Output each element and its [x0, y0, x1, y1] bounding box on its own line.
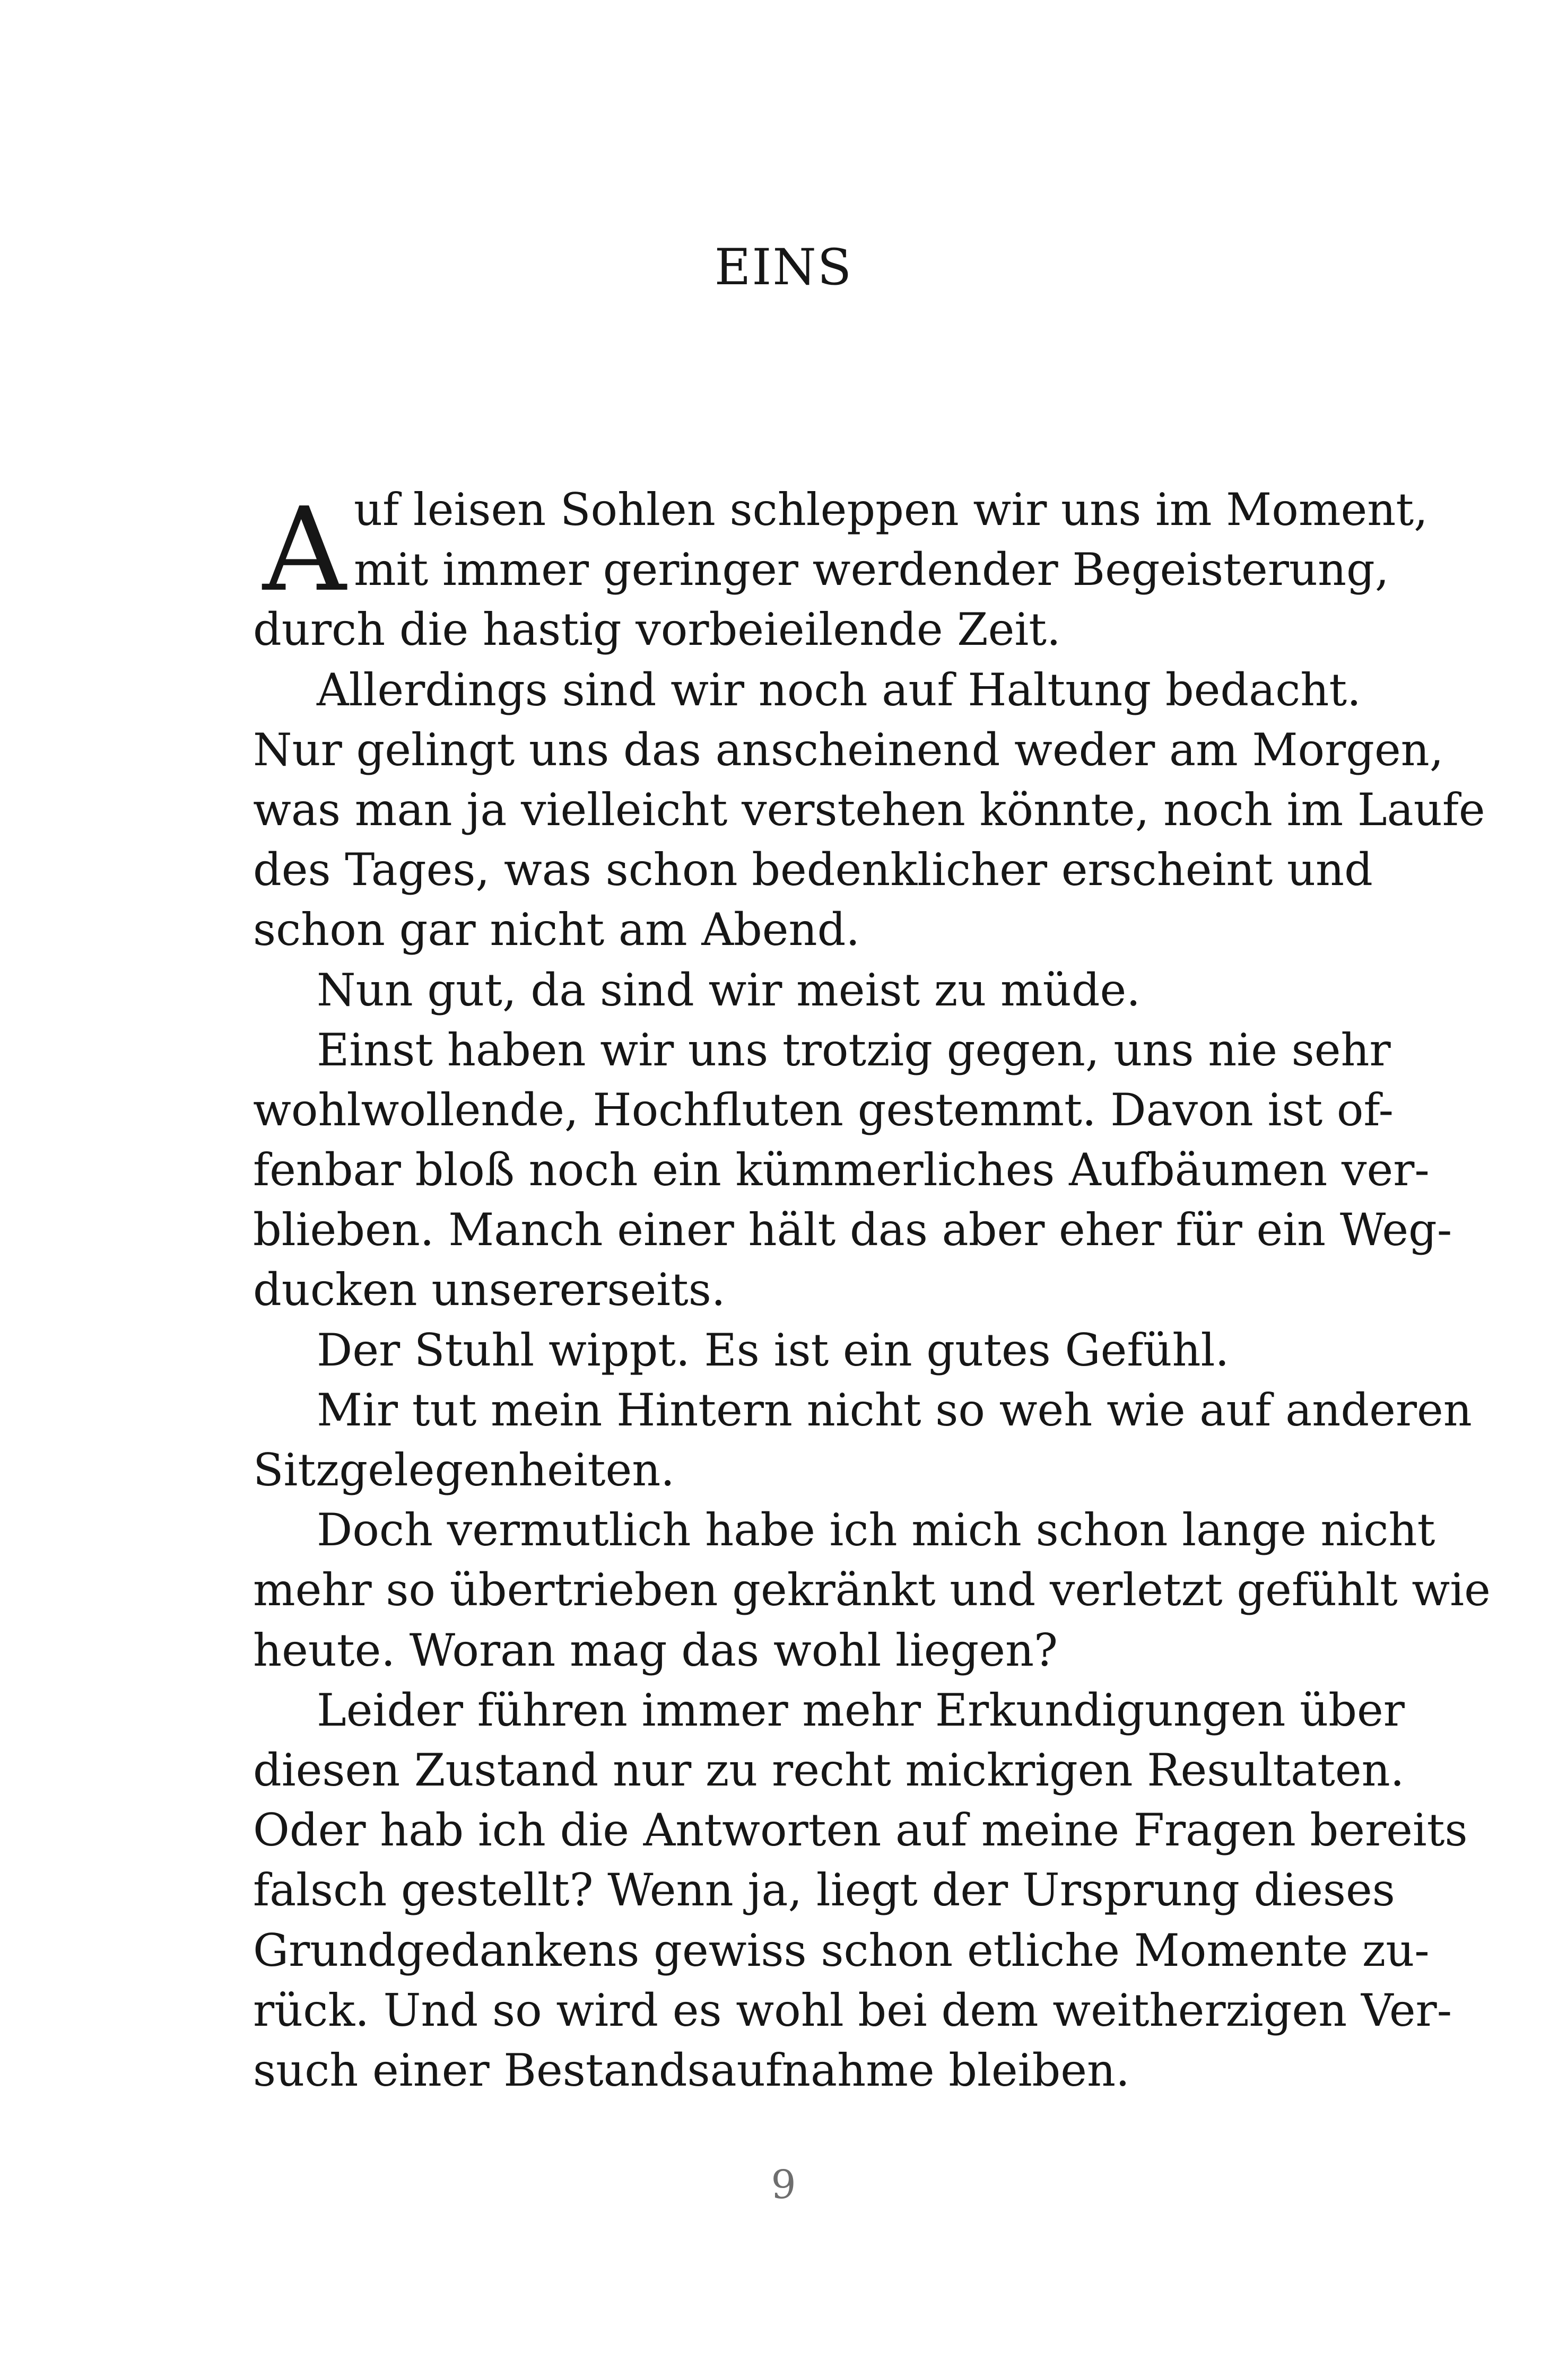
text-line: falsch gestellt? Wenn ja, liegt der Ursprung dieses [253, 1864, 1395, 1917]
text-line: Mir tut mein Hintern nicht so weh wie auf anderen [317, 1384, 1472, 1436]
text-line: diesen Zustand nur zu recht mickrigen Resultaten. [253, 1744, 1405, 1796]
text-line: Nur gelingt uns das anscheinend weder am Morgen, [253, 723, 1444, 776]
text-line: mehr so übertrieben gekränkt und verletzt gefühlt wie [253, 1564, 1491, 1616]
chapter-title: EINS [714, 239, 853, 296]
text-line: Der Stuhl wippt. Es ist ein gutes Gefühl. [317, 1324, 1230, 1376]
text-line: Allerdings sind wir noch auf Haltung bedacht. [317, 663, 1361, 716]
text-line: Grundgedankens gewiss schon etliche Momente zu- [253, 1924, 1430, 1976]
text-line: rück. Und so wird es wohl bei dem weitherzigen Ver- [253, 1984, 1452, 2036]
text-line: Einst haben wir uns trotzig gegen, uns nie sehr [317, 1023, 1391, 1076]
text-line: such einer Bestandsaufnahme bleiben. [253, 2044, 1130, 2096]
page-number: 9 [771, 2162, 796, 2208]
text-line: des Tages, was schon bedenklicher erscheint und [253, 844, 1373, 896]
text-line: durch die hastig vorbeieilende Zeit. [253, 603, 1061, 656]
text-line: Leider führen immer mehr Erkundigungen über [317, 1684, 1405, 1736]
text-line: Oder hab ich die Antworten auf meine Fragen bereits [253, 1804, 1468, 1857]
text-line: schon gar nicht am Abend. [253, 904, 860, 956]
chapter-body-text [253, 480, 1491, 2101]
text-line: heute. Woran mag das wohl liegen? [253, 1624, 1058, 1676]
text-line: Doch vermutlich habe ich mich schon lange nicht [317, 1504, 1435, 1556]
text-line: Nun gut, da sind wir meist zu müde. [317, 964, 1141, 1016]
text-line: fenbar bloß noch ein kümmerliches Aufbäumen ver- [253, 1144, 1430, 1196]
text-line: Sitzgelegenheiten. [253, 1444, 675, 1496]
text-line: wohlwollende, Hochfluten gestemmt. Davon ist of- [253, 1083, 1394, 1136]
text-line: was man ja vielleicht verstehen könnte, noch im Laufe [253, 783, 1485, 836]
text-line: uf leisen Sohlen schleppen wir uns im Moment, [354, 484, 1428, 536]
text-line: blieben. Manch einer hält das aber eher für ein Weg- [253, 1204, 1452, 1256]
text-line: mit immer geringer werdender Begeisterung, [354, 544, 1389, 596]
drop-cap-letter: A [263, 483, 346, 617]
text-line: ducken unsererseits. [253, 1264, 726, 1316]
